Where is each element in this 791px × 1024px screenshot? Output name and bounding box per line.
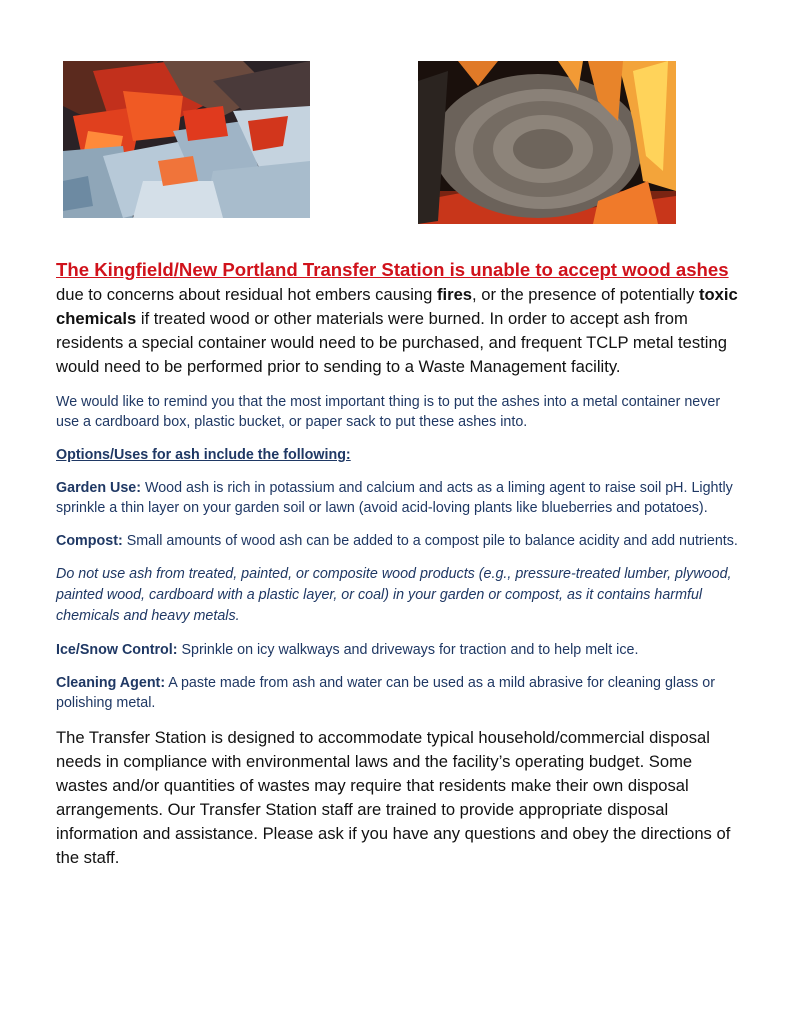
treated-wood-warning: Do not use ash from treated, painted, or composite wood products (e.g., pressure-treated lumber, plywood, painted wood, cardboard with a plastic layer, or coal) in your garden or compost, as it contains harmful chemicals and heavy metals. (56, 566, 732, 624)
glowing-embers-photo-icon (63, 61, 310, 218)
intro-text-3: if treated wood or other materials were burned. In order to accept ash from residents a special container would need to be purchased, and frequent TCLP metal testing would need to be performed prior to sending to a Waste Management facility. (56, 309, 727, 376)
intro-bold-toxic: toxic chemicals (56, 285, 738, 328)
option-label: Cleaning Agent: (56, 675, 166, 691)
intro-text-1: due to concerns about residual hot embers causing (56, 285, 437, 304)
option-label: Compost: (56, 533, 123, 549)
option-text: Small amounts of wood ash can be added to a compost pile to balance acidity and add nutrients. (122, 533, 738, 549)
intro-paragraph (56, 258, 746, 379)
metal-container-notice: We would like to remind you that the most important thing is to put the ashes into a metal container never use a cardboard box, plastic bucket, or paper sack to put these ashes into. (56, 394, 721, 430)
content-column (56, 258, 746, 870)
headline: The Kingfield/New Portland Transfer Station is unable to accept wood ashes (56, 259, 729, 280)
intro-bold-fires: fires (436, 285, 473, 304)
option-label: Ice/Snow Control: (56, 642, 178, 658)
closing-paragraph: The Transfer Station is designed to accommodate typical household/commercial disposal needs in compliance with environmental laws and the facility’s operating budget. Some wastes and/or quantities of wastes may require that residents make their own disposal arrangements. Our Transfer Station staff are trained to provide appropriate disposal information and assistance. Please ask if you have any questions and obey the directions of the staff. (56, 728, 731, 867)
burning-log-photo-icon (418, 61, 676, 224)
option-text: A paste made from ash and water can be used as a mild abrasive for cleaning glass or polishing metal. (56, 675, 716, 711)
option-text: Sprinkle on icy walkways and driveways for traction and to help melt ice. (177, 642, 639, 658)
option-garden-use (56, 478, 746, 518)
option-compost (56, 531, 746, 551)
option-label: Garden Use: (56, 480, 142, 496)
intro-text-2: , or the presence of potentially (472, 285, 699, 304)
option-cleaning-agent (56, 673, 746, 713)
option-text: Wood ash is rich in potassium and calcium and acts as a liming agent to raise soil pH. Lightly sprinkle a thin layer on your garden soil or lawn (avoid acid-loving plants like blueberries and potatoes). (56, 480, 733, 516)
option-ice-snow-control (56, 640, 746, 660)
options-heading: Options/Uses for ash include the following: (56, 447, 351, 463)
